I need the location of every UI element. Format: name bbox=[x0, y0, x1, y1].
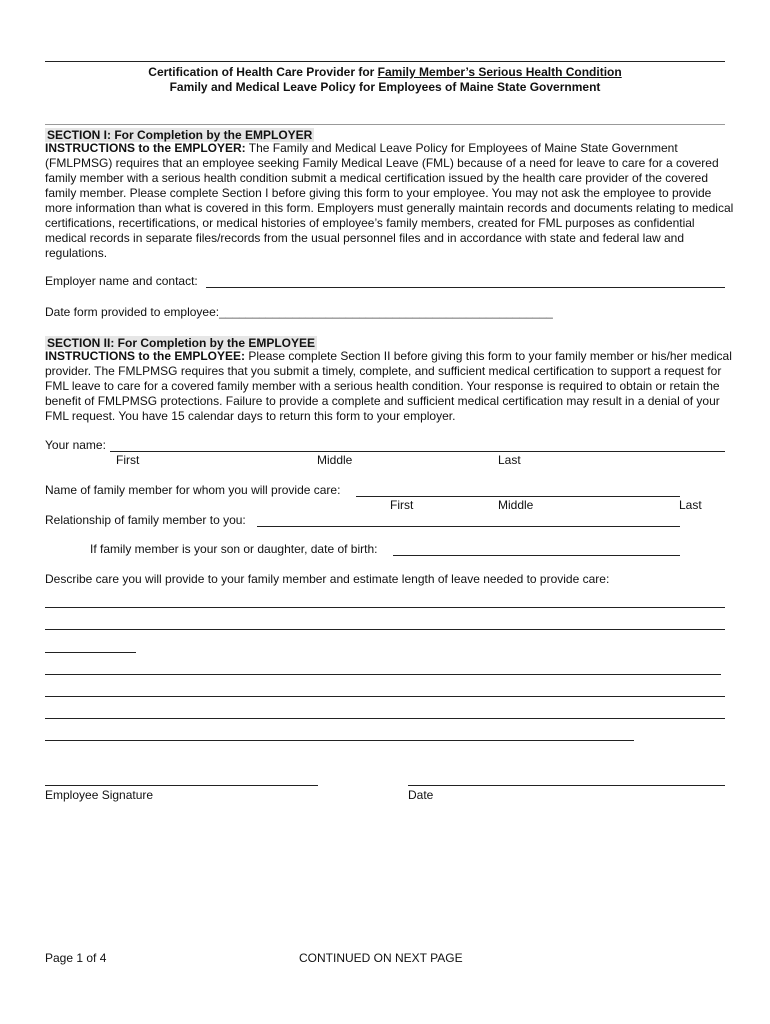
section2-instructions-text: Please complete Section II before giving this form to your family member or his/her medical provider. The FMLPMSG requires that you submit a timely, complete, and sufficient medical certification to support a request for FML leave to care for a covered family member with a serious health condition. Your response is required to obtain or retain the benefit of FMLPMSG protections. Failure to provide a complete and sufficient medical certification may result in a denial of your FML request. You have 15 calendar days to return this form to your employer. bbox=[45, 349, 732, 423]
describe-care-line-2[interactable] bbox=[45, 629, 725, 630]
describe-care-line-1[interactable] bbox=[45, 607, 725, 608]
section1-instructions-label: INSTRUCTIONS to the EMPLOYER: bbox=[45, 141, 246, 155]
dob-field[interactable] bbox=[393, 555, 680, 556]
employer-name-field[interactable] bbox=[206, 287, 725, 288]
your-name-first-caption: First bbox=[116, 453, 140, 467]
family-member-label: Name of family member for whom you will provide care: bbox=[45, 483, 341, 497]
your-name-label: Your name: bbox=[45, 438, 106, 452]
continued-notice: CONTINUED ON NEXT PAGE bbox=[299, 951, 463, 965]
describe-care-line-6[interactable] bbox=[45, 718, 725, 719]
section2-instructions bbox=[45, 349, 735, 424]
your-name-last-caption: Last bbox=[498, 453, 521, 467]
your-name-field[interactable] bbox=[110, 451, 725, 452]
employer-name-label: Employer name and contact: bbox=[45, 274, 198, 288]
family-member-middle-caption: Middle bbox=[498, 498, 534, 512]
top-rule bbox=[45, 61, 725, 62]
section-divider bbox=[45, 124, 725, 125]
employee-signature-label: Employee Signature bbox=[45, 788, 154, 802]
relationship-label: Relationship of family member to you: bbox=[45, 513, 246, 527]
family-member-field[interactable] bbox=[356, 496, 680, 497]
date-provided-row bbox=[45, 305, 553, 319]
section2-instructions-label: INSTRUCTIONS to the EMPLOYEE: bbox=[45, 349, 246, 363]
section2-heading: SECTION II: For Completion by the EMPLOYEE bbox=[47, 336, 316, 350]
describe-care-line-3[interactable] bbox=[45, 652, 136, 653]
date-provided-label: Date form provided to employee: bbox=[45, 305, 220, 319]
employee-signature-field[interactable] bbox=[45, 785, 318, 786]
section1-instructions bbox=[45, 141, 735, 261]
title-prefix: Certification of Health Care Provider for bbox=[148, 65, 378, 79]
form-title bbox=[45, 65, 725, 80]
describe-care-line-5[interactable] bbox=[45, 696, 725, 697]
your-name-middle-caption: Middle bbox=[317, 453, 353, 467]
dob-label: If family member is your son or daughter, date of birth: bbox=[90, 542, 378, 556]
page-number: Page 1 of 4 bbox=[45, 951, 107, 965]
section1-instructions-text: The Family and Medical Leave Policy for Employees of Maine State Government (FMLPMSG) requires that an employee seeking Family Medical Leave (FML) because of a need for leave to care for a covered family member with a serious health condition submit a medical certification issued by the health care provider of the covered family member. Please complete Section I before giving this form to your employee. You may not ask the employee to provide more information than what is covered in this form. Employers must generally maintain records and documents relating to medical certifications, recertifications, or medical histories of employee’s family members, created for FML purposes as confidential medical records in separate files/records from the usual personnel files and in accordance with state and federal law and regulations. bbox=[45, 141, 734, 260]
title-underlined: Family Member’s Serious Health Condition bbox=[377, 65, 622, 79]
signature-date-label: Date bbox=[408, 788, 434, 802]
date-provided-field[interactable]: __________________________________________________ bbox=[219, 305, 553, 319]
section1-heading: SECTION I: For Completion by the EMPLOYER bbox=[47, 128, 313, 142]
family-member-first-caption: First bbox=[390, 498, 414, 512]
describe-care-line-7[interactable] bbox=[45, 740, 634, 741]
signature-date-field[interactable] bbox=[408, 785, 725, 786]
describe-care-label: Describe care you will provide to your family member and estimate length of leave needed to provide care: bbox=[45, 572, 610, 586]
relationship-field[interactable] bbox=[257, 526, 680, 527]
family-member-last-caption: Last bbox=[679, 498, 702, 512]
describe-care-line-4[interactable] bbox=[45, 674, 721, 675]
form-subtitle: Family and Medical Leave Policy for Employees of Maine State Government bbox=[169, 80, 601, 94]
